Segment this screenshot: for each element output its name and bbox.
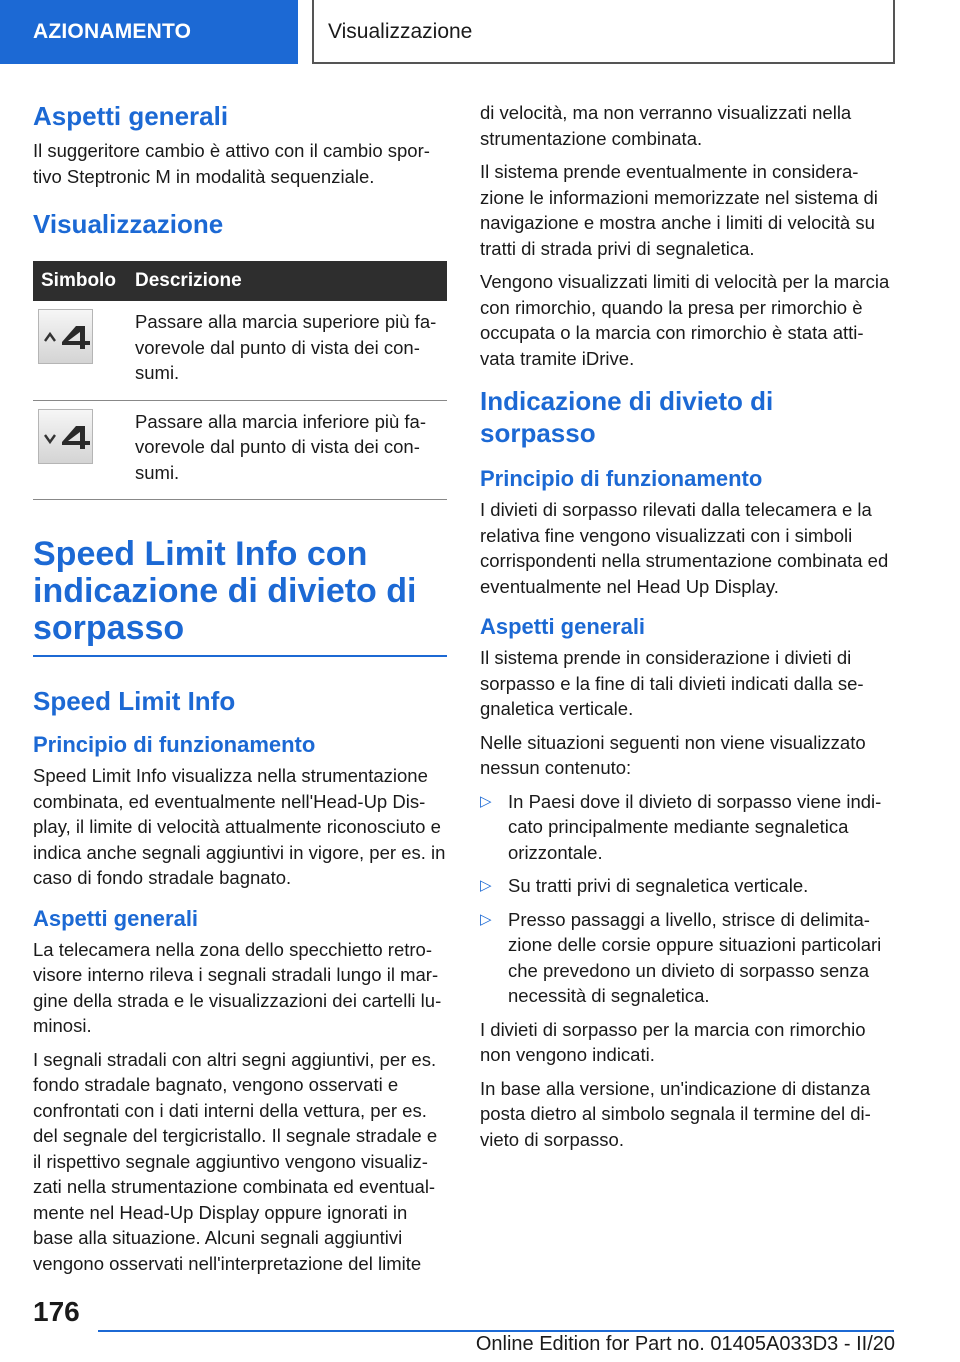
table-cell-symbol	[33, 301, 127, 400]
list-item-text: In Paesi dove il divieto di sorpasso viene indi-cato principalmente mediante segnaletica orizzontale.	[508, 790, 882, 863]
paragraph: di velocità, ma non verranno visualizzati nella strumentazione combinata.	[480, 102, 852, 149]
table-header-descrizione: Descrizione	[127, 261, 447, 301]
list-item	[480, 873, 896, 899]
list-item	[480, 907, 896, 1009]
heading-speed-limit-info: Speed Limit Info	[33, 686, 236, 716]
heading-aspetti-generali-3: Aspetti generali	[480, 614, 646, 639]
gear-up-4-icon	[38, 309, 93, 364]
paragraph: La telecamera nella zona dello specchietto retro-visore interno rileva i segnali stradali lungo il mar-gine della strada e le visualizzazioni dei cartelli lu-minosi.	[33, 938, 442, 1036]
paragraph: I segnali stradali con altri segni aggiuntivi, per es. fondo stradale bagnato, vengono osservati e confrontati con i dati interni della vettura, per es. del segnale del tergicristallo. Il segnale stradale e il rispettivo segnale aggiuntivo vengono visualiz-zati nella strumentazione combinata ed eventual-mente nel Head-Up Display oppure ignorati in base alla situazione. Alcuni segnali aggiuntivi vengono osservati nell'interpretazione del limite	[33, 1048, 438, 1274]
right-column	[480, 100, 896, 1160]
list-item	[480, 789, 896, 866]
chapter-tab: AZIONAMENTO	[0, 0, 298, 64]
heading-visualizzazione: Visualizzazione	[33, 209, 224, 239]
table-cell-description: Passare alla marcia inferiore più fa-vorevole dal punto di vista dei con-sumi.	[127, 400, 447, 500]
heading-aspetti-generali-2: Aspetti generali	[33, 905, 199, 931]
footer-divider	[98, 1330, 894, 1332]
table-row	[33, 400, 447, 500]
list-item-text: Presso passaggi a livello, strisce di delimita-zione delle corsie oppure situazioni particolari che prevedono un divieto di sorpasso senza necessità di segnaletica.	[508, 908, 882, 1006]
list-item-text: Su tratti privi di segnaletica verticale.	[508, 875, 809, 896]
paragraph: Il sistema prende eventualmente in considera-zione le informazioni memorizzate nel sistema di navigazione e mostra anche i limiti di velocità su tratti di strada privi di segnaletica.	[480, 161, 878, 259]
table-header-simbolo: Simbolo	[33, 261, 127, 301]
section-title: Visualizzazione	[312, 0, 895, 64]
paragraph: Speed Limit Info visualizza nella strumentazione combinata, ed eventualmente nell'Head-Up Dis-play, il limite di velocità attualmente riconosciuto e indica anche segnali aggiuntivi in vigore, per es. in caso di fondo stradale bagnato.	[33, 765, 446, 888]
table-cell-description: Passare alla marcia superiore più fa-vorevole dal punto di vista dei con-sumi.	[127, 301, 447, 400]
paragraph: Vengono visualizzati limiti di velocità per la marcia con rimorchio, quando la presa per rimorchio è occupata o la marcia con rimorchio è stata atti-vata tramite iDrive.	[480, 271, 890, 369]
table-cell-symbol	[33, 400, 127, 500]
paragraph: I divieti di sorpasso per la marcia con rimorchio non vengono indicati.	[480, 1018, 866, 1065]
heading-speed-limit-info-main: Speed Limit Info con indicazione di divieto di sorpasso	[33, 536, 447, 657]
triangle-bullet-icon: ▷	[480, 910, 492, 928]
heading-principio: Principio di funzionamento	[33, 732, 316, 757]
heading-divieto-sorpasso: Indicazione di divieto di sorpasso	[480, 386, 774, 448]
triangle-bullet-icon: ▷	[480, 877, 492, 894]
table-row	[33, 301, 447, 400]
triangle-bullet-icon: ▷	[480, 792, 492, 810]
bullet-list	[480, 789, 896, 1009]
heading-aspetti-generali: Aspetti generali	[33, 101, 229, 131]
paragraph: I divieti di sorpasso rilevati dalla telecamera e la relativa fine vengono visualizzati con i simboli corrispondenti nella strumentazione combinata ed eventualmente nel Head Up Display.	[480, 499, 889, 597]
paragraph: Nelle situazioni seguenti non viene visualizzato nessun contenuto:	[480, 731, 866, 778]
heading-principio-2: Principio di funzionamento	[480, 466, 763, 491]
paragraph: In base alla versione, un'indicazione di distanza posta dietro al simbolo segnala il termine del di-vieto di sorpasso.	[480, 1077, 871, 1150]
gear-down-4-icon	[38, 409, 93, 464]
paragraph: Il suggeritore cambio è attivo con il cambio spor-tivo Steptronic M in modalità sequenziale.	[33, 140, 430, 187]
footer-edition: Online Edition for Part no. 01405A033D3 - II/20	[475, 1333, 895, 1355]
left-column	[33, 100, 447, 1284]
symbol-table	[33, 261, 447, 500]
page-number: 176	[33, 1296, 80, 1327]
paragraph: Il sistema prende in considerazione i divieti di sorpasso e la fine di tali divieti indicati dalla se-gnaletica verticale.	[480, 647, 864, 719]
